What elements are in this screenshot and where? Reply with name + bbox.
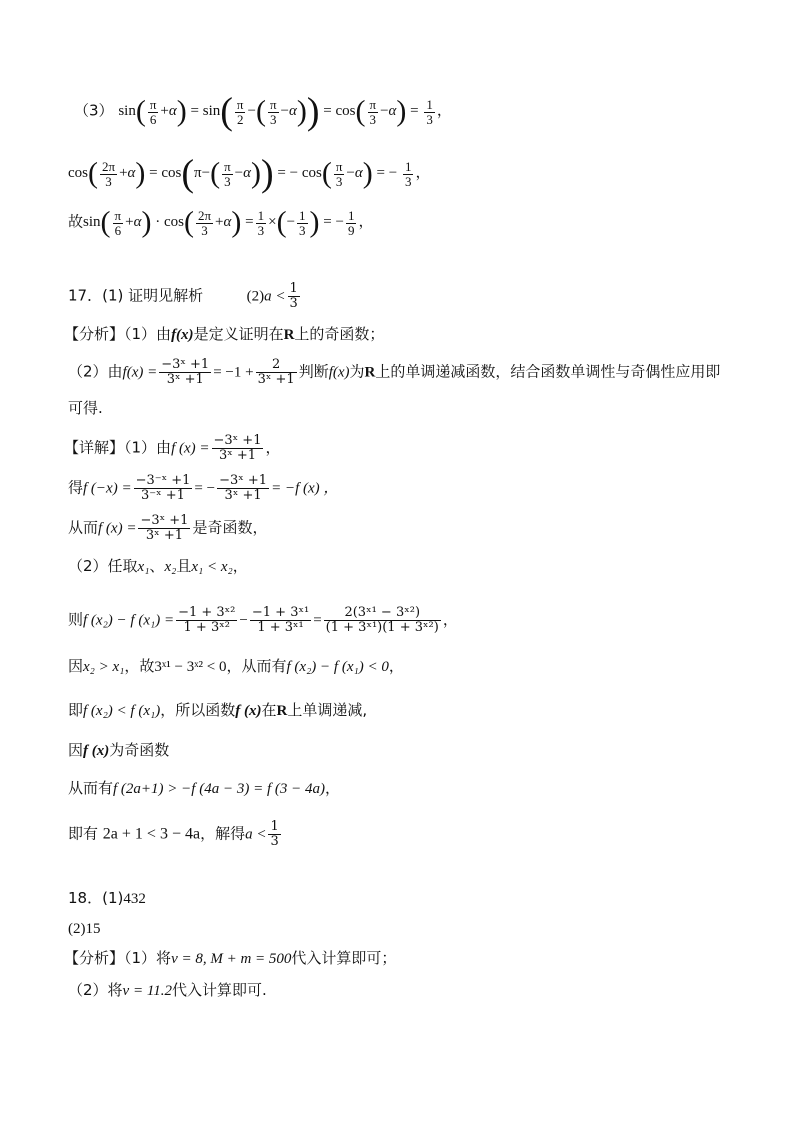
q18-line2: (2)15 bbox=[68, 921, 101, 937]
part3-line3-math: sin( $\frac{\pi}{6}$ +α) · cos( $\frac{2\pi}{3}$ +α) = $\frac{1}{3}$ ×(− $\frac{1}{3}$ ) = − $\frac{1}{9}$ ， bbox=[83, 206, 374, 239]
q17-detail-10: 即有 2a + 1 < 3 − 4a，解得a < $\frac{1}{3}$ bbox=[68, 819, 279, 849]
part3-line1 bbox=[74, 91, 452, 133]
result-1-3: $\frac{1}{3}$ bbox=[426, 96, 433, 127]
part3-line2 bbox=[68, 153, 431, 195]
part3-line1-math: sin( $\frac{\pi}{6}$ +α) = sin( $\frac{\pi}{2}$ −( $\frac{\pi}{3}$ −α)) = cos( $\frac{\pi}{3}$ −α) = $\frac{1}{3}$ ， bbox=[118, 91, 452, 133]
q17-detail-3: 从而f (x) = $\frac{\text{−3ˣ +1}}{\text{3ˣ +1}}$ 是奇函数， bbox=[68, 513, 268, 543]
detail-label: 【详解】 bbox=[64, 438, 125, 457]
q17-analysis-2: （2）由f(x) = $\frac{\text{−3ˣ +1}}{\text{3ˣ +1}}$ = −1 + $\frac{2}{\text{3ˣ +1}}$ 判断f(x)为R上的单调递减函数，结合函数单调性与奇偶性应用即 bbox=[68, 357, 721, 387]
q17-title: 17．(1) 证明见解析 bbox=[68, 286, 204, 305]
q17-header: 17．(1) 证明见解析 (2)a < $\frac{1}{3}$ bbox=[68, 281, 298, 311]
analysis-label: 【分析】 bbox=[64, 325, 125, 343]
q17-detail-2: 得f (−x) = $\frac{\text{−3⁻ˣ +1}}{\text{3⁻ˣ +1}}$ = − $\frac{\text{−3ˣ +1}}{\text{3ˣ +1}}$ = −f (x) ， bbox=[68, 473, 339, 503]
part3-label: （3） bbox=[74, 101, 114, 120]
q17-detail-8: 因f (x)为奇函数 bbox=[68, 741, 170, 759]
part3-line2-math: cos( $\frac{2\pi}{3}$ +α) = cos(π−( $\frac{\pi}{3}$ −α)) = − cos( $\frac{\pi}{3}$ −α) = − $\frac{1}{3}$ ， bbox=[68, 153, 431, 195]
analysis-label-18: 【分析】 bbox=[64, 949, 125, 967]
q17-analysis-1: 【分析】（1）由f(x)是定义证明在R上的奇函数； bbox=[64, 325, 385, 343]
q18-header: 18．(1)432 bbox=[68, 889, 146, 907]
part3-line3 bbox=[68, 208, 373, 238]
q17-detail-1: 【详解】（1）由f (x) = $\frac{\text{−3ˣ +1}}{\text{3ˣ +1}}$ ， bbox=[64, 433, 281, 463]
sin-text: sin bbox=[118, 103, 136, 120]
q17-analysis-2-cont: 可得. bbox=[68, 399, 103, 417]
q18-analysis-2: （2）将v = 11.2代入计算即可. bbox=[68, 981, 267, 999]
q17-detail-5: 则f (x₂) − f (x₁) = $\frac{\text{−1 + 3ˣ²}}{\text{1 + 3ˣ²}}$ − $\frac{\text{−1 + 3ˣ¹}}{\text{1 + 3ˣ¹}}$ = $\frac{\text{2(3ˣ¹ − 3ˣ²)}}{\text{(1 + 3ˣ¹)(1 + 3ˣ²)}}$ ， bbox=[68, 605, 458, 635]
q17-part2-label: (2) bbox=[246, 288, 265, 305]
q18-analysis-1: 【分析】（1）将v = 8, M + m = 500代入计算即可； bbox=[64, 949, 397, 967]
gu-text: 故 bbox=[68, 212, 84, 231]
q17-detail-6: 因x₂ > x₁，故3ˣ¹ − 3ˣ² < 0，从而有f (x₂) − f (x₁) < 0， bbox=[68, 657, 404, 675]
frac-pi-6: $\frac{\pi}{6}$ bbox=[149, 96, 157, 127]
q17-detail-9: 从而有f (2a+1) > −f (4a − 3) = f (3 − 4a)， bbox=[68, 779, 340, 797]
q17-detail-7: 即f (x₂) < f (x₁)，所以函数f (x)在R上单调递减, bbox=[68, 701, 368, 719]
q17-detail-4: （2）任取x₁、x₂且x₁ < x₂， bbox=[68, 557, 248, 575]
q18-title: 18．(1) bbox=[68, 889, 124, 907]
